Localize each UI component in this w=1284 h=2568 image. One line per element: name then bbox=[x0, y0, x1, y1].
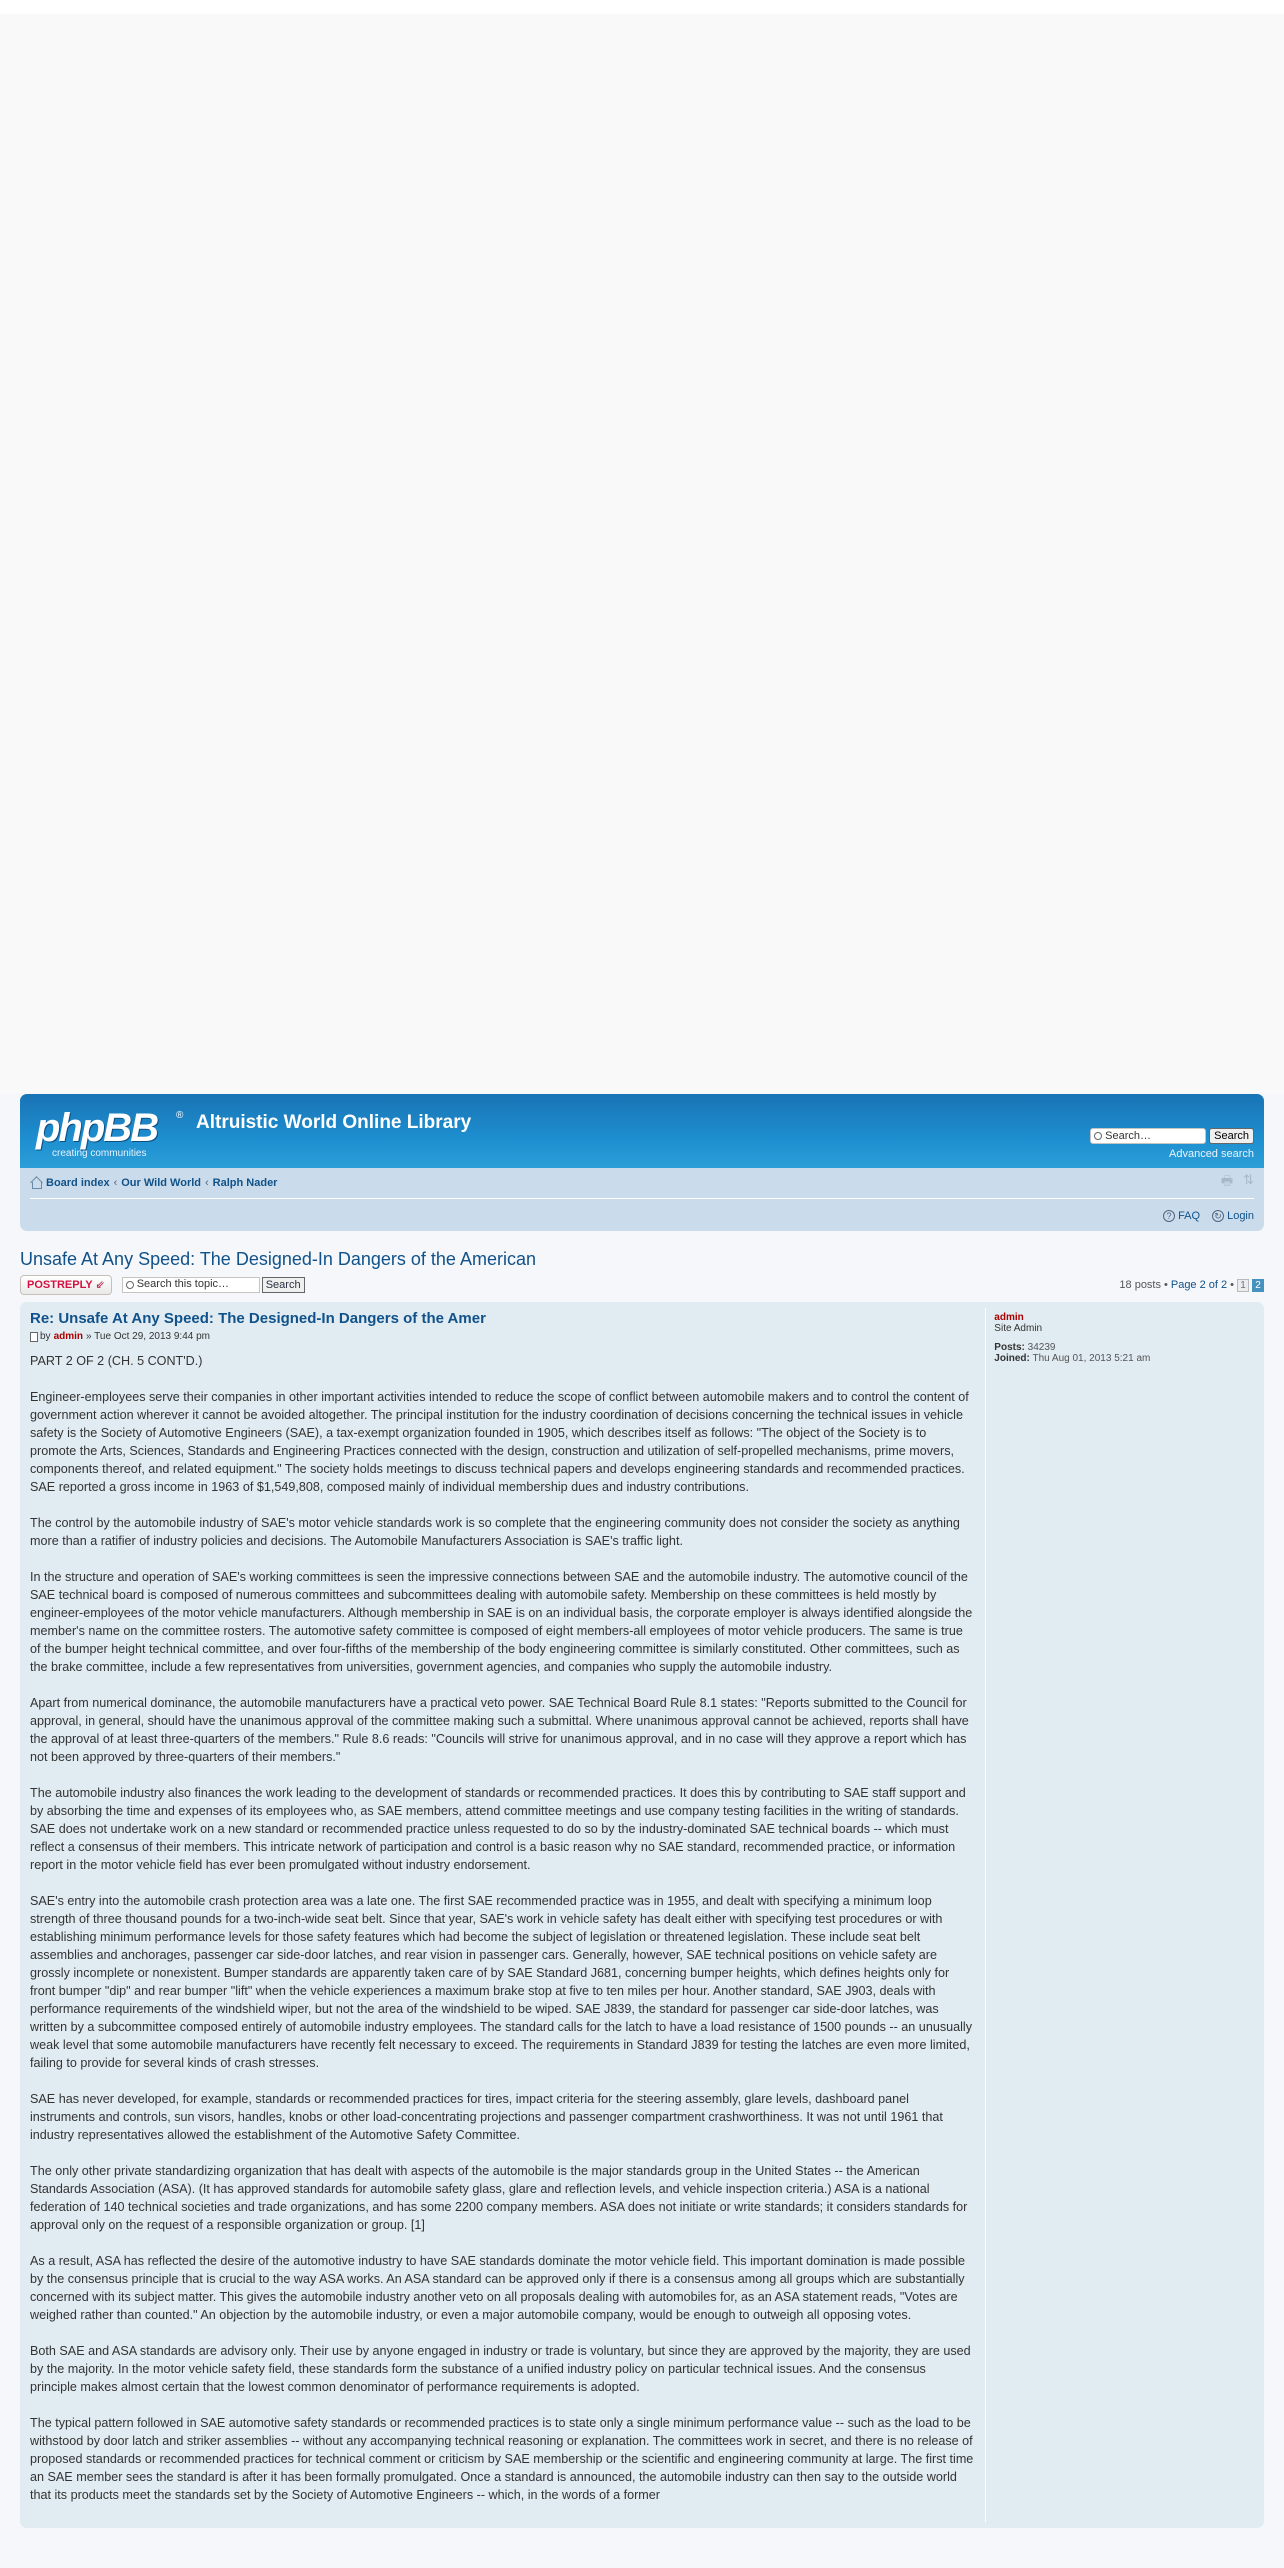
posts-count: 18 posts bbox=[1119, 1279, 1161, 1291]
post-paragraph: In the structure and operation of SAE's working committees is seen the impressive connections between SAE and the automobile industry. The automotive council of the SAE technical board is composed of numerous committees and subcommittees dealing with automobile safety. Membership on these committees is held mostly by engineer-employees of the motor vehicle manufacturers. Although membership in SAE is on an individual basis, the corporate employer is always identified alongside the member's name on the committee rosters. The automotive safety committee is composed of eight members-all employees of motor vehicle producers. The same is true of the bumper height technical committee, and over four-fifths of the membership of the body engineering committee is similarly constituted. Other committees, such as the brake committee, include a few representatives from universities, government agencies, and companies who supply the automobile industry. bbox=[30, 1570, 973, 1674]
joined-value: Thu Aug 01, 2013 5:21 am bbox=[1032, 1353, 1151, 1364]
post-paragraph: The only other private standardizing organization that has dealt with aspects of the automobile is the major standards group in the United States -- the American Standards Association (ASA). (It has approved standards for automobile safety glass, glare and reflection levels, and vehicle inspection criteria.) ASA is a national federation of 140 technical societies and trade organizations, and has some 2200 company members. ASA does not initiate or write standards; it considers standards for approval only on the request of a responsible organization or group. [1] bbox=[30, 2164, 968, 2232]
profile-joined bbox=[994, 1353, 1254, 1364]
pagination-bullet: • bbox=[1230, 1279, 1234, 1291]
login-link[interactable] bbox=[1212, 1210, 1254, 1222]
breadcrumb-sep: ‹ bbox=[113, 1177, 118, 1189]
breadcrumb-subforum[interactable]: Ralph Nader bbox=[212, 1177, 278, 1189]
faq-label: FAQ bbox=[1178, 1210, 1201, 1222]
post-paragraph: Engineer-employees serve their companies in other important activities intended to reduce the scope of conflict between automobile makers and to control the content of government action wherever it cannot be avoided altogether. The principal institution for the industry coordination of decisions concerning the technical issues in vehicle safety is the Society of Automotive Engineers (SAE), a tax-exempt organization founded in 1905, which describes itself as follows: "The object of the Society is to promote the Arts, Sciences, Standards and Engineering Practices connected with the design, construction and utilization of self-propelled mechanisms, prime movers, components thereof, and related equipment." The society holds meetings to discuss technical papers and develops engineering standards and recommended practices. SAE reported a gross income in 1963 of $1,549,808, composed mainly of individual membership dues and industry contributions. bbox=[30, 1390, 969, 1494]
post-paragraph: Both SAE and ASA standards are advisory only. Their use by anyone engaged in industry or trade is voluntary, but since they are approved by the majority, they are used by the majority. In the motor vehicle safety field, these standards form the substance of a unified industry policy on particular technical issues. And the consensus principle makes almost certain that the lowest common denominator of performance requirements is adopted. bbox=[30, 2344, 971, 2394]
nav-divider bbox=[30, 1198, 1254, 1199]
profile-rank: Site Admin bbox=[994, 1323, 1043, 1334]
post-paragraph: The typical pattern followed in SAE automotive safety standards or recommended practices is to state only a single minimum performance value -- such as the load to be withstood by door latch and striker assemblies -- without any accompanying technical reasoning or explanation. The committees work in secret, and there is no release of proposed standards or recommended practices for technical comment or criticism by SAE membership or the scientific and engineering community at large. The first time an SAE member sees the standard is after it has been formally promulgated. Once a standard is announced, the automobile industry can then say to the outside world that its products meet the standards set by the Society of Automotive Engineers -- which, in the words of a former bbox=[30, 2416, 974, 2502]
reply-arrow-icon: ⇙ bbox=[95, 1279, 105, 1291]
registered-mark: ® bbox=[176, 1110, 184, 1121]
faq-icon: ? bbox=[1163, 1210, 1175, 1222]
search-icon bbox=[1094, 1132, 1102, 1140]
post-date: » Tue Oct 29, 2013 9:44 pm bbox=[86, 1331, 210, 1342]
breadcrumb-forum[interactable]: Our Wild World bbox=[121, 1177, 201, 1189]
pagination bbox=[1119, 1279, 1264, 1292]
post-author-line bbox=[30, 1331, 973, 1342]
joined-label: Joined: bbox=[994, 1353, 1030, 1364]
blank-ad-area bbox=[0, 14, 1284, 1094]
header-search-input[interactable] bbox=[1090, 1128, 1206, 1144]
home-icon bbox=[30, 1177, 42, 1189]
login-label: Login bbox=[1227, 1210, 1254, 1222]
post-paragraph: The automobile industry also finances the work leading to the development of standards or recommended practices. It does this by contributing to SAE staff support and by absorbing the time and expenses of its employees who, as SAE members, attend committee meetings and use company testing facilities in the writing of standards. SAE does not undertake work on a new standard or recommended practice unless requested to do so by the industry-dominated SAE technical boards -- which must reflect a consensus of their members. This intricate network of participation and control is a basic reason why no SAE standard, recommended practice, or information report in the motor vehicle field has ever been promulgated without industry endorsement. bbox=[30, 1786, 966, 1872]
page-label[interactable]: Page 2 of 2 bbox=[1170, 1279, 1228, 1291]
profile-username[interactable]: admin bbox=[994, 1312, 1024, 1323]
post-paragraph: SAE has never developed, for example, standards or recommended practices for tires, impact criteria for the steering assembly, glare levels, dashboard panel instruments and controls, sun visors, handles, knobs or other load-concentrating projections and passenger compartment crashworthiness. It was not until 1961 that industry representatives allowed the establishment of the Automotive Safety Committee. bbox=[30, 2092, 943, 2142]
page-1-link[interactable]: 1 bbox=[1237, 1279, 1249, 1292]
logo-subtext: creating communities bbox=[52, 1148, 147, 1159]
navbar bbox=[20, 1168, 1264, 1231]
login-icon: ↻ bbox=[1212, 1210, 1224, 1222]
site-name[interactable]: Altruistic World Online Library bbox=[196, 1112, 472, 1133]
topic-search-input[interactable] bbox=[122, 1277, 260, 1293]
user-links bbox=[30, 1207, 1254, 1225]
breadcrumb bbox=[30, 1174, 1254, 1192]
post-title[interactable]: Re: Unsafe At Any Speed: The Designed-In Dangers of the Amer bbox=[30, 1310, 486, 1327]
post-icon[interactable] bbox=[30, 1332, 38, 1342]
header-bar bbox=[20, 1094, 1264, 1168]
post-reply-label: POSTREPLY bbox=[27, 1279, 93, 1291]
topic-search bbox=[122, 1277, 305, 1293]
page-2-current: 2 bbox=[1252, 1279, 1264, 1292]
author-profile bbox=[985, 1308, 1254, 2522]
font-size-icon[interactable]: ⇅ bbox=[1243, 1172, 1254, 1187]
post-paragraph: SAE's entry into the automobile crash protection area was a late one. The first SAE recommended practice was in 1955, and dealt with specifying a minimum loop strength of three thousand pounds for a two-inch-wide seat belt. Since that year, SAE's work in vehicle safety has dealt either with specifying test procedures or with establishing minimum performance levels for those safety features which had become the subject of legislation or threatened legislation. These include seat belt assemblies and anchorages, passenger car side-door latches, and rear vision in passenger cars. Generally, however, SAE technical positions on vehicle safety are grossly incomplete or nonexistent. Bumper standards are apparently taken care of by SAE Standard J681, concerning bumper heights, which defines heights only for front bumper "dip" and rear bumper "lift" when the vehicle experiences a maximum brake stop at five to ten miles per hour. Another standard, SAE J903, deals with performance requirements of the windshield wiper, but not the area of the windshield to be wiped. SAE J839, the standard for passenger car side-door latches, was written by a subcommittee composed entirely of automobile industry employees. The standard calls for the latch to have a load resistance of 1500 pounds -- an unusually weak level that some automobile manufacturers have recently felt necessary to exceed. The requirements in Standard J839 for testing the latches are even more limited, failing to provide for several kinds of crash stresses. bbox=[30, 1894, 973, 2070]
topic-search-placeholder: Search this topic… bbox=[136, 1278, 230, 1290]
post-paragraph: The control by the automobile industry of SAE's motor vehicle standards work is so complete that the engineering community does not consider the society as anything more than a ratifier of industry policies and decisions. The Automobile Manufacturers Association is SAE's traffic light. bbox=[30, 1516, 960, 1548]
print-icon[interactable]: 🖶 bbox=[1220, 1173, 1234, 1188]
header-search-placeholder: Search… bbox=[1105, 1130, 1151, 1142]
post-paragraph: Apart from numerical dominance, the automobile manufacturers have a practical veto power. SAE Technical Board Rule 8.1 states: "Reports submitted to the Council for approval, in general, should have the unanimous approval of the committee making such a submittal. Where unanimous approval cannot be achieved, reports shall have the approval of at least three-quarters of the members." Rule 8.6 reads: "Councils will strive for unanimous approval, and in no case will they approve a report which has not been approved by three-quarters of their members." bbox=[30, 1696, 969, 1764]
header-search bbox=[1090, 1128, 1254, 1144]
post bbox=[20, 1302, 1264, 2528]
profile-posts bbox=[994, 1342, 1254, 1353]
advanced-search-link[interactable]: Advanced search bbox=[1169, 1148, 1254, 1160]
post-paragraph: As a result, ASA has reflected the desire of the automotive industry to have SAE standards dominate the motor vehicle field. This important domination is made possible by the consensus principle that is crucial to the way ASA works. An ASA standard can be approved only if there is a consensus among all groups which are substantially concerned with its subject matter. This gives the automobile industry another veto on all proposals dealing with automobiles for, as an ASA statement reads, "Votes are weighed rather than counted." An objection by the automobile industry, or even a major automobile company, would be enough to outweigh all opposing votes. bbox=[30, 2254, 966, 2322]
search-icon bbox=[126, 1281, 134, 1289]
by-label: by bbox=[40, 1331, 51, 1342]
header-search-button[interactable]: Search bbox=[1209, 1128, 1254, 1144]
page-wrap bbox=[20, 1094, 1264, 2528]
post-paragraph: PART 2 OF 2 (CH. 5 CONT'D.) bbox=[30, 1354, 203, 1368]
posts-value[interactable]: 34239 bbox=[1027, 1342, 1056, 1353]
pagination-bullet: • bbox=[1164, 1279, 1168, 1291]
post-content bbox=[30, 1352, 973, 2504]
topic-search-button[interactable]: Search bbox=[262, 1277, 305, 1293]
topic-actions bbox=[20, 1274, 1264, 1296]
page-tools bbox=[1221, 1172, 1254, 1194]
faq-link[interactable] bbox=[1163, 1210, 1200, 1222]
logo-text: phpBB bbox=[36, 1106, 158, 1150]
breadcrumb-sep: ‹ bbox=[205, 1177, 209, 1189]
posts-label: Posts: bbox=[994, 1342, 1025, 1353]
site-logo[interactable] bbox=[36, 1106, 186, 1158]
topic-title[interactable]: Unsafe At Any Speed: The Designed-In Dangers of the American bbox=[20, 1249, 536, 1269]
post-reply-button[interactable] bbox=[20, 1275, 112, 1295]
breadcrumb-board-index[interactable]: Board index bbox=[46, 1177, 110, 1189]
post-author[interactable]: admin bbox=[53, 1331, 84, 1342]
post-body bbox=[30, 1308, 985, 2522]
top-strip bbox=[0, 0, 1284, 14]
